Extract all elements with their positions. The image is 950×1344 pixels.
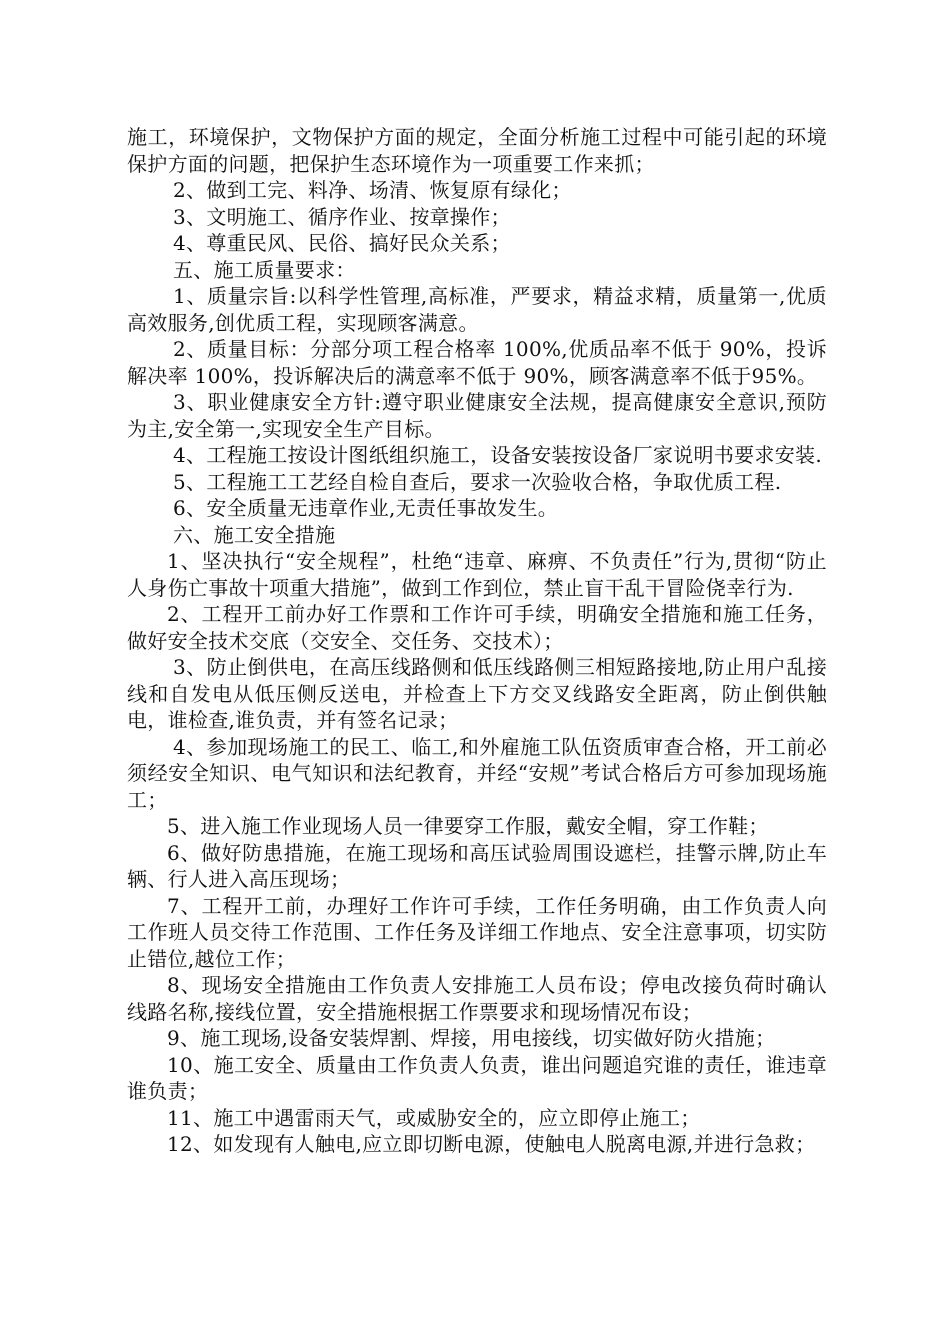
paragraph-quality-6: 6、安全质量无违章作业,无责任事故发生。: [173, 496, 559, 520]
paragraph-safety-6: 6、做好防患措施，在施工现场和高压试验周围设遮栏，挂警示牌,防止车辆、行人进入高压现场；: [127, 840, 827, 891]
paragraph-safety-2: 2、工程开工前办好工作票和工作许可手续，明确安全措施和施工任务，做好安全技术交底（交安全、交任务、交技术）；: [127, 602, 827, 653]
paragraph-safety-11: 11、施工中遇雷雨天气，或威胁安全的，应立即停止施工；: [167, 1105, 701, 1130]
paragraph-item-4: 4、尊重民风、民俗、搞好民众关系；: [173, 231, 511, 255]
paragraph-quality-1: 1、质量宗旨:以科学性管理,高标准，严要求，精益求精，质量第一,优质高效服务,创优质工程，实现顾客满意。: [127, 284, 827, 335]
paragraph-safety-1: 1、坚决执行“安全规程”，杜绝“违章、麻痹、不负责任”行为,贯彻“防止人身伤亡事故十项重大措施”，做到工作到位，禁止盲干乱干冒险侥幸行为.: [127, 549, 827, 600]
paragraph-quality-2: 2、质量目标：分部分项工程合格率 100%,优质品率不低于 90%，投诉解决率 100%，投诉解决后的满意率不低于 90%，顾客满意率不低于95%。: [127, 337, 827, 388]
paragraph-item-2: 2、做到工完、料净、场清、恢复原有绿化；: [173, 178, 572, 202]
paragraph-env-protection: 施工，环境保护，文物保护方面的规定，全面分析施工过程中可能引起的环境保护方面的问题，把保护生态环境作为一项重要工作来抓；: [127, 125, 827, 176]
paragraph-safety-5: 5、进入施工作业现场人员一律要穿工作服，戴安全帽，穿工作鞋；: [167, 814, 769, 838]
section-heading-safety: 六、施工安全措施: [173, 522, 336, 547]
paragraph-safety-12: 12、如发现有人触电,应立即切断电源，使触电人脱离电源,并进行急救；: [167, 1132, 816, 1156]
paragraph-safety-7: 7、工程开工前，办理好工作许可手续，工作任务明确，由工作负责人向工作班人员交待工作范围、工作任务及详细工作地点、安全注意事项，切实防止错位,越位工作；: [127, 893, 827, 971]
paragraph-safety-3: 3、防止倒供电，在高压线路侧和低压线路侧三相短路接地,防止用户乱接线和自发电从低压侧反送电，并检查上下方交叉线路安全距离，防止倒供触电，谁检查,谁负责，并有签名记录；: [127, 655, 827, 732]
paragraph-safety-9: 9、施工现场,设备安装焊割、焊接，用电接线，切实做好防火措施；: [167, 1026, 776, 1050]
paragraph-item-3: 3、文明施工、循序作业、按章操作；: [173, 204, 511, 229]
paragraph-quality-5: 5、工程施工工艺经自检自查后，要求一次验收合格，争取优质工程.: [173, 469, 782, 494]
paragraph-quality-4: 4、工程施工按设计图纸组织施工，设备安装按设备厂家说明书要求安装.: [173, 443, 822, 467]
paragraph-safety-4: 4、参加现场施工的民工、临工,和外雇施工队伍资质审查合格，开工前必须经安全知识、电气知识和法纪教育，并经“安规”考试合格后方可参加现场施工；: [127, 734, 827, 812]
section-heading-quality: 五、施工质量要求：: [173, 257, 356, 282]
paragraph-quality-3: 3、职业健康安全方针:遵守职业健康安全法规，提高健康安全意识,预防为主,安全第一,实现安全生产目标。: [127, 390, 827, 441]
document-body: [127, 124, 827, 1158]
paragraph-safety-10: 10、施工安全、质量由工作负责人负责，谁出问题追究谁的责任，谁违章谁负责；: [127, 1052, 827, 1103]
paragraph-safety-8: 8、现场安全措施由工作负责人安排施工人员布设；停电改接负荷时确认线路名称,接线位置，安全措施根据工作票要求和现场情况布设；: [127, 973, 827, 1024]
